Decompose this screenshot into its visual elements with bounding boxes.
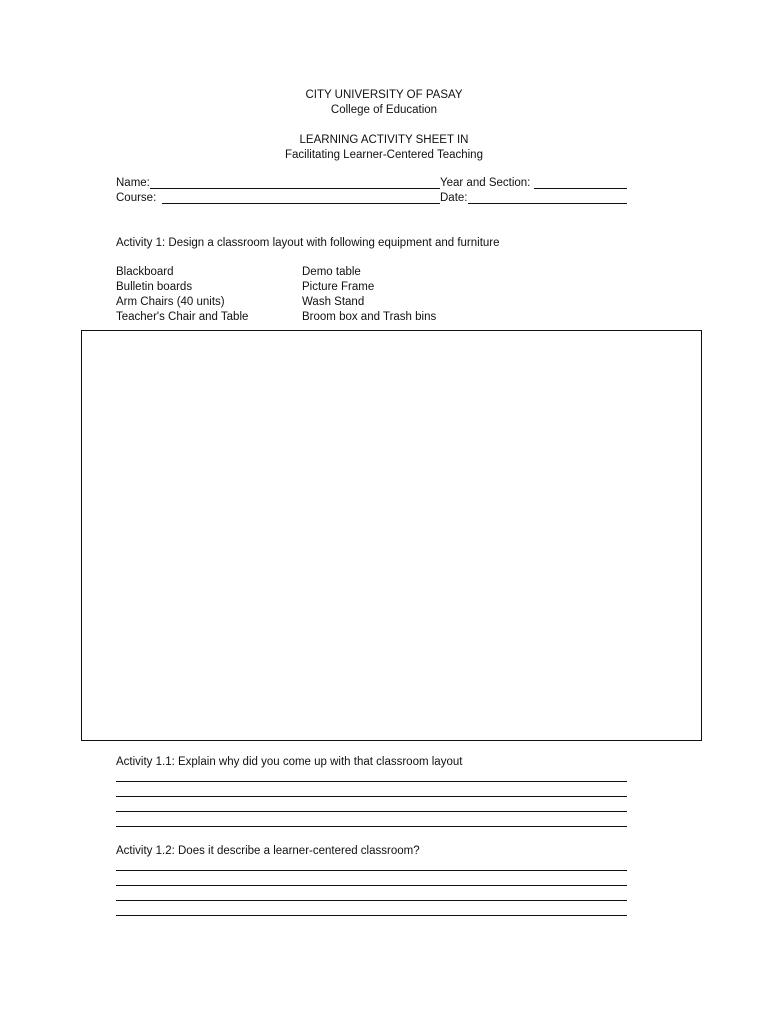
- name-year-row: [116, 176, 628, 191]
- document-header: [0, 88, 768, 118]
- university-name: CITY UNIVERSITY OF PASAY: [305, 89, 463, 101]
- course-field[interactable]: [162, 191, 440, 204]
- answer-line[interactable]: [116, 826, 627, 827]
- name-field[interactable]: [150, 176, 440, 189]
- course-label: Course:: [116, 192, 157, 204]
- answer-line[interactable]: [116, 885, 627, 886]
- activity1-instruction: Activity 1: Design a classroom layout with following equipment and furniture: [116, 237, 500, 249]
- year-section-label: Year and Section:: [440, 177, 531, 189]
- college-name: College of Education: [330, 104, 438, 116]
- equipment-item: Picture Frame: [302, 281, 375, 293]
- equipment-item: Demo table: [302, 266, 361, 278]
- equipment-item: Blackboard: [116, 266, 174, 278]
- classroom-layout-drawing-box[interactable]: [81, 330, 702, 741]
- equipment-list-left: [116, 265, 248, 325]
- equipment-item: Broom box and Trash bins: [302, 311, 437, 323]
- equipment-item: Arm Chairs (40 units): [116, 296, 225, 308]
- equipment-item: Teacher's Chair and Table: [116, 311, 249, 323]
- course-date-row: [116, 191, 628, 206]
- answer-line[interactable]: [116, 900, 627, 901]
- answer-line[interactable]: [116, 811, 627, 812]
- name-label: Name:: [116, 177, 150, 189]
- sheet-title-block: [0, 133, 768, 163]
- equipment-item: Bulletin boards: [116, 281, 193, 293]
- activity1-1-question: Activity 1.1: Explain why did you come up with that classroom layout: [116, 756, 463, 768]
- subject-title: Facilitating Learner-Centered Teaching: [285, 149, 483, 161]
- equipment-list-right: [302, 265, 436, 325]
- sheet-title: LEARNING ACTIVITY SHEET IN: [299, 134, 469, 146]
- equipment-item: Wash Stand: [302, 296, 365, 308]
- activity1-2-question: Activity 1.2: Does it describe a learner-centered classroom?: [116, 845, 420, 857]
- date-label: Date:: [440, 192, 468, 204]
- answer-line[interactable]: [116, 915, 627, 916]
- answer-line[interactable]: [116, 781, 627, 782]
- year-section-field[interactable]: [534, 176, 627, 189]
- date-field[interactable]: [468, 191, 627, 204]
- answer-line[interactable]: [116, 870, 627, 871]
- answer-line[interactable]: [116, 796, 627, 797]
